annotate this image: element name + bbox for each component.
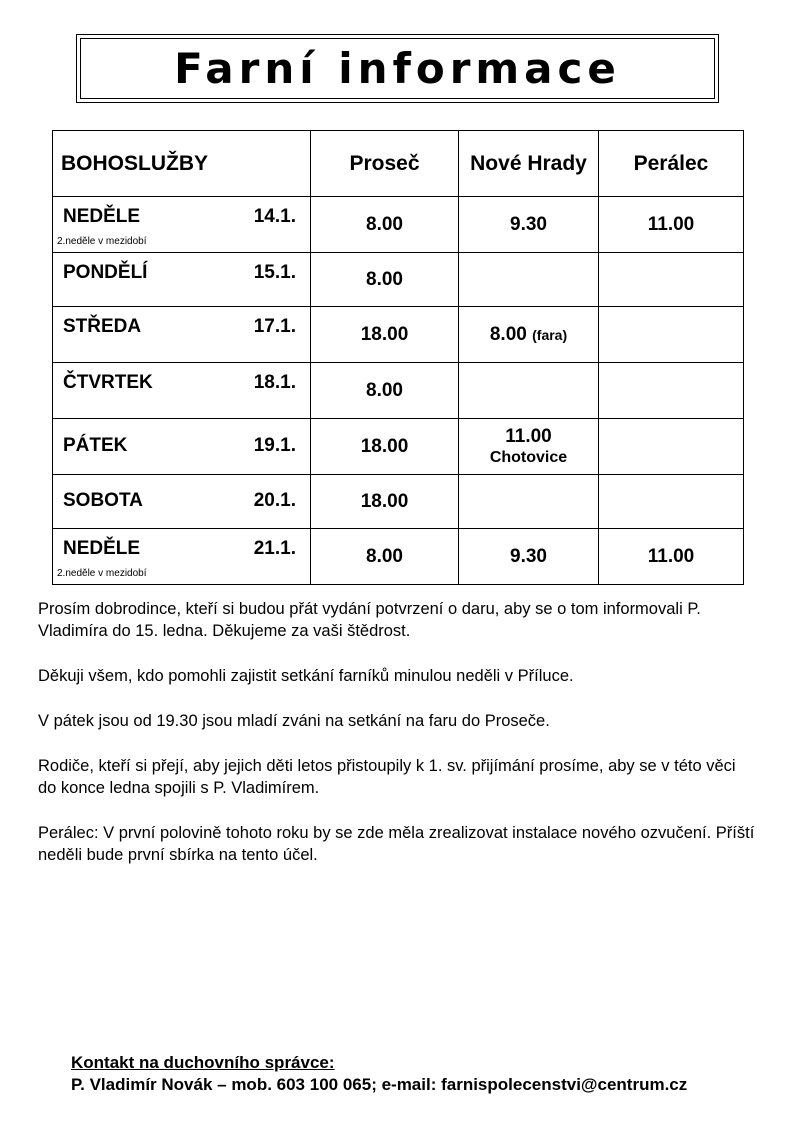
header-prosec: Proseč [311,131,459,197]
day-date: 15.1. [253,262,296,283]
peralec-time [599,253,744,307]
day-date: 17.1. [253,316,296,337]
header-nove-hrady: Nové Hrady [459,131,599,197]
notice-paragraph: V pátek jsou od 19.30 jsou mladí zváni na setkání na faru do Proseče. [38,712,550,730]
mass-schedule-table [52,130,744,585]
day-date: 18.1. [253,372,296,393]
prosec-time: 18.00 [311,307,459,363]
day-note: 2.neděle v mezidobí [57,568,147,579]
title-inner-frame [80,38,715,99]
day-note: 2.neděle v mezidobí [57,236,147,247]
peralec-time [599,307,744,363]
day-name: ČTVRTEK [63,372,153,393]
contact-details: P. Vladimír Novák – mob. 603 100 065; e-mail: farnispolecenstvi@centrum.cz [71,1075,688,1094]
peralec-time [599,419,744,475]
table-row [53,363,744,419]
day-date: 20.1. [253,490,296,511]
notice-paragraph: Perálec: V první polovině tohoto roku by se zde měla zrealizovat instalace nového ozvučení. Příští neděli bude první sbírka na tento účel. [38,824,755,864]
day-date: 14.1. [253,206,296,227]
prosec-time: 18.00 [311,475,459,529]
day-date: 19.1. [253,435,296,456]
nove-hrady-time: 9.30 [459,529,599,585]
day-name: PÁTEK [63,435,128,456]
table-row [53,307,744,363]
nove-hrady-cell [459,307,599,363]
day-cell [53,475,311,529]
day-cell [53,307,311,363]
header-services: BOHOSLUŽBY [53,131,311,197]
nove-hrady-time [459,363,599,419]
notice-paragraph: Rodiče, kteří si přejí, aby jejich děti letos přistoupily k 1. sv. přijímání prosíme, aby se v této věci do konce ledna spojili s P. Vladimírem. [38,757,736,797]
table-header-row [53,131,744,197]
notice-paragraph: Prosím dobrodince, kteří si budou přát vydání potvrzení o daru, aby se o tom informovali P. Vladimíra do 15. ledna. Děkujeme za vaši štědrost. [38,600,701,640]
contact-block [71,1052,771,1096]
nove-hrady-time: 8.00 [489,323,527,345]
table-row [53,475,744,529]
notices [38,598,758,889]
day-name: SOBOTA [63,490,143,511]
prosec-time: 8.00 [311,197,459,253]
prosec-time: 8.00 [311,253,459,307]
day-cell [53,363,311,419]
nove-hrady-location: (fara) [532,326,568,343]
notice-paragraph: Děkuji všem, kdo pomohli zajistit setkání farníků minulou neděli v Příluce. [38,667,574,685]
page-title: Farní informace [174,43,621,93]
header-peralec: Perálec [599,131,744,197]
day-cell [53,253,311,307]
peralec-time: 11.00 [599,197,744,253]
peralec-time [599,363,744,419]
nove-hrady-time: 11.00 [505,425,552,447]
day-cell [53,197,311,253]
day-date: 21.1. [253,538,296,559]
nove-hrady-time [459,475,599,529]
day-cell [53,419,311,475]
nove-hrady-time [459,253,599,307]
day-name: STŘEDA [63,316,142,337]
table-row [53,197,744,253]
nove-hrady-time: 9.30 [459,197,599,253]
prosec-time: 8.00 [311,363,459,419]
table-row [53,419,744,475]
nove-hrady-location: Chotovice [489,449,568,467]
day-name: NEDĚLE [63,206,141,227]
peralec-time: 11.00 [599,529,744,585]
prosec-time: 8.00 [311,529,459,585]
day-name: NEDĚLE [63,538,141,559]
day-name: PONDĚLÍ [63,262,148,283]
day-cell [53,529,311,585]
prosec-time: 18.00 [311,419,459,475]
peralec-time [599,475,744,529]
contact-heading: Kontakt na duchovního správce: [71,1053,335,1072]
table-row [53,529,744,585]
nove-hrady-cell [459,419,599,475]
table-row [53,253,744,307]
title-box [76,34,719,103]
